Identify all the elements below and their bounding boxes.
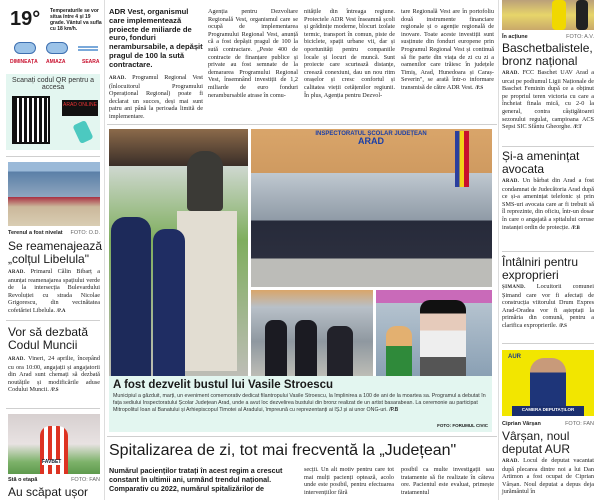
aur-logo-pattern: AUR: [508, 354, 521, 360]
headline: Baschetbalistele, bronz național: [502, 41, 593, 68]
romanian-flag: [455, 131, 469, 187]
headline: Se reamenajează „colțul Libelula": [8, 239, 103, 266]
qr-text: Scanați codul QR pentru a accesa: [11, 77, 95, 92]
article-body: ARAD. Vineri, 24 aprilie, începând cu ora 10:00, angajații și angajatorii din Arad sunt chemați să dezbată noutățile și modificările aduse Codului Muncii. /P.S: [8, 355, 100, 394]
bishop-photo: [376, 290, 492, 376]
top-col2: Agenția pentru Dezvoltare Regională Vest, organismul care se ocupă de implementarea Programului Regional Vest, anunță că a fost depășit pragul de 100 la sută contractare. „Peste 400 de contracte de finanțare publice și private au fost semnate de la demararea Programului Regional Vest, însemnând investiții de 1,2 miliarde de euro fonduri nerambursabile atrase în comu-: [208, 8, 298, 99]
speaker: [111, 217, 151, 376]
photo-caption: Terenul a fost nivelat FOTO: O.D.: [8, 230, 100, 236]
feature-credit: FOTO: FORUMUL CIVIC: [437, 423, 488, 428]
deputy-photo: [502, 350, 594, 416]
weather-text: Temperaturile se vor situa între 4 și 19 grade. Vântul va sufla cu 18 km/h.: [50, 8, 102, 32]
qr-box[interactable]: [6, 74, 100, 150]
player: [40, 426, 68, 474]
bishop: [420, 300, 466, 376]
sponsor-logo: FAVBET: [42, 459, 62, 465]
feature-caption-box: [109, 376, 492, 432]
bottom-col2: secții. Un alt motiv pentru care tot mai mulți pacienți optează, acolo unde este posibil, pentru efectuarea intervențiilor fără: [304, 466, 394, 496]
headline: Și-a amenințat avocata: [502, 149, 580, 176]
article-body: ARAD. FCC Baschet UAV Arad a urcat pe podiumul Ligii Naționale de Baschet Feminin după ce a obținut pe propriul teren victoria cu care a încheiat finala mică, cu 2-0 la general, contra câștigătoarei sezonului regulat, campioana ACS Sepsi SIC Sfântu Gheorghe. /P.T: [502, 69, 594, 131]
article-body: ARAD. Locul de deputat vacantat după plecarea dintre noi a lui Dan Artimon a fost ocupat de Ciprian Vârșan. Noul deputat a depus deja jurământul în: [502, 457, 594, 496]
headline: Întâlniri pentru exproprieri: [502, 255, 579, 282]
headline: Vor să dezbată Codul Muncii: [8, 325, 89, 352]
pedestal: [177, 211, 237, 371]
cloud-rain-icon: [46, 42, 68, 54]
group-photo: [251, 129, 492, 287]
wind-icon: [78, 46, 98, 51]
period-noon: AMIAZA: [46, 59, 66, 65]
bottom-lead: Numărul pacienților tratați în acest regim a crescut constant în ultimii ani, urmând trendul național. Comparativ cu 2022, numărul spitalizărilor de: [109, 466, 283, 494]
photo-caption: Stă o etapă FOTO: FAN: [8, 477, 100, 483]
top-col3: nitățile din întreaga regiune. Proiectele ADR Vest înseamnă școli și grădinițe moderne, blocuri izolate termic, transport în comun, piste de biciclete, spații urbane vii, dar și oportunități pentru companiile locale și locuri de muncă. Sunt proiecte care scurtează distanțe, creează conexiuni, dau un nou ritm orașelor și cresc confortul și calitatea vieții cetățenilor regiunii. În plus, Agenția pentru Dezvol-: [304, 8, 395, 99]
building-sign: INSPECTORATUL ȘCOLAR JUDEȚEAN ARAD: [315, 131, 427, 147]
feature-body: Municipiul a găzduit, marți, un eveniment comemorativ dedicat filantropului Vasile Stroescu, la împlinirea a 100 de ani de la moartea sa. Programul a debutat în fața sediului Inspectoratului Școlar Județean Arad, unde a avut loc dezvelirea bustului din bronz realizat de un artist basarabean. La ceremonie au participat Mitropolitul Ioan al Banatului și Arhiepiscopul Timotei al Aradului, împreună cu reprezentanți ai IȘJ și ai unor ONG-uri. /P.B: [113, 393, 486, 413]
article-body: ARAD. Un bărbat din Arad a fost condamnat de Judecătoria Arad după ce și-a amenințat telefonic și prin SMS-uri avocata care ar fi trebuit să îl reprezinte, din oficiu, într-un dosar în care o angajată a spitalului ceruse instanței ordin de protecție. /P.B: [502, 177, 595, 231]
top-col4: tare Regională Vest are în portofoliu două instrumente financiare regionale și o agenție regională de inovare. Toate aceste investiții sunt susținute din fonduri europene prin Programul Regional Vest și continuă să fie parte din viața de zi cu zi a oamenilor care trăiesc în județele Timiș, Arad, Hunedoara și Caraș-Severin", se arată într-o informare transmisă de către ADR Vest. /P.S: [401, 8, 494, 91]
football-photo: [8, 414, 100, 474]
basketball-photo: [502, 0, 594, 30]
qr-code[interactable]: [14, 98, 48, 142]
weather-box: [6, 4, 100, 66]
man: [153, 229, 185, 376]
bust-speech-photo: [109, 129, 248, 376]
building-photo: [8, 162, 100, 226]
deputy: [530, 358, 566, 406]
temperature: 19°: [10, 8, 41, 30]
bottom-col3: posibil ca multe investigații sau tratamente să fie realizate în câteva ore. Pacientul este evaluat, primește tratamentul: [401, 466, 494, 496]
phone-icon: [72, 120, 93, 144]
cloud-rain-icon: [14, 42, 36, 54]
bust: [187, 151, 223, 211]
podium-banner: CAMERA DEPUTAȚILOR: [512, 406, 584, 416]
headline: Vârșan, noul deputat AUR: [502, 429, 571, 456]
period-morning: DIMINEAȚA: [10, 59, 38, 65]
headline: Au scăpat ușor: [8, 485, 89, 499]
photo-caption: În acțiune FOTO: A.V.: [502, 34, 594, 40]
priests-photo: [251, 290, 373, 376]
top-headline: ADR Vest, organismul care implementează proiecte de miliarde de euro, fonduri nerambursabile, a depășit pragul de 100 la sută contractare.: [109, 7, 203, 69]
arad-online-logo: ARAD ONLINE: [62, 100, 98, 116]
photo-caption: Ciprian Vârșan FOTO: FAN: [502, 421, 594, 427]
feature-headline: A fost dezvelit bustul lui Vasile Stroescu: [113, 379, 334, 391]
article-body: ARAD. Primarul Călin Bibarț a anunțat reamenajarea spațiului verde de la intersecția Bulevardului Revoluției cu strada Nicolae Grigorescu, din vecinătatea cofetăriei Libelula. /P.A: [8, 268, 101, 314]
article-body: ȘIMAND. Locuitorii comunei Șimand care vor fi afectați de construcția viitorului Drum Expres Arad-Oradea vor fi așteptați la primăria din comună, pentru a clarifica exproprierile. /P.S: [502, 283, 594, 329]
period-evening: SEARA: [82, 59, 100, 65]
top-col1: ARAD. Programul Regional Vest (înlocuitorul Programului Operațional Regional) poate fi declarat un succes, deși mai sunt patru ani până la perioada limită de implementare.: [109, 74, 203, 120]
bottom-headline: Spitalizarea de zi, tot mai frecventă la „Județean": [109, 443, 457, 459]
